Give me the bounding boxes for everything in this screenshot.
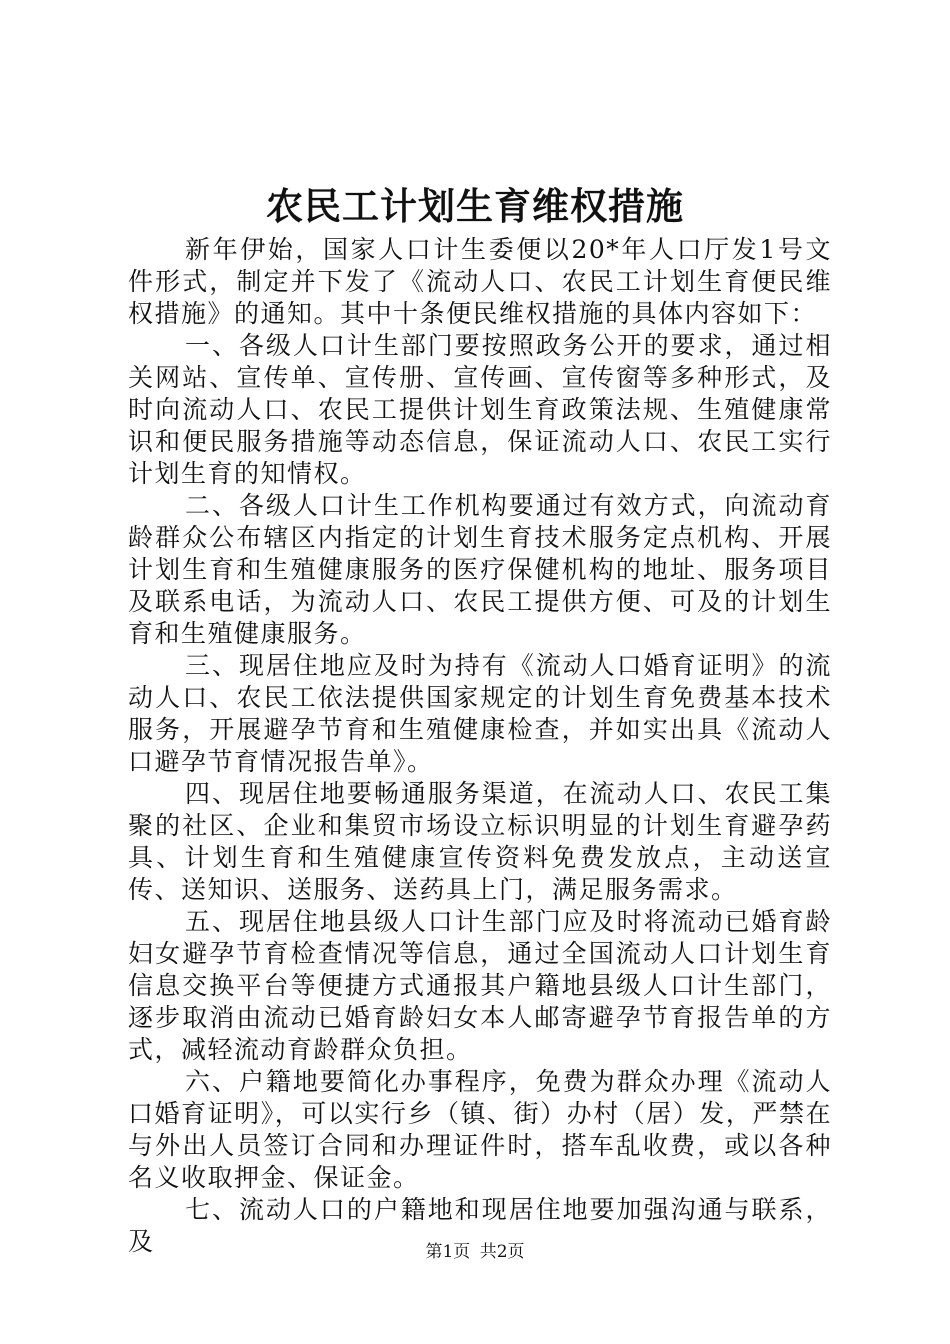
paragraph-intro: 新年伊始，国家人口计生委便以20*年人口厅发1号文件形式，制定并下发了《流动人口、农民工计划生育便民维权措施》的通知。其中十条便民维权措施的具体内容如下： [128, 235, 832, 328]
paragraph-measure-4: 四、现居住地要畅通服务渠道，在流动人口、农民工集聚的社区、企业和集贸市场设立标识明显的计划生育避孕药具、计划生育和生殖健康宣传资料免费发放点，主动送宣传、送知识、送服务、送药具上门，满足服务需求。 [128, 779, 832, 904]
paragraph-measure-7: 七、流动人口的户籍地和现居住地要加强沟通与联系，及 [128, 1195, 832, 1256]
page-total: 共2页 [479, 1242, 525, 1262]
paragraph-measure-1: 一、各级人口计生部门要按照政务公开的要求，通过相关网站、宣传单、宣传册、宣传画、宣传窗等多种形式，及时向流动人口、农民工提供计划生育政策法规、生殖健康常识和便民服务措施等动态信息，保证流动人口、农民工实行计划生育的知情权。 [128, 331, 832, 488]
document-body [128, 234, 832, 1258]
paragraph-measure-5: 五、现居住地县级人口计生部门应及时将流动已婚育龄妇女避孕节育检查情况等信息，通过全国流动人口计划生育信息交换平台等便捷方式通报其户籍地县级人口计生部门，逐步取消由流动已婚育龄妇女本人邮寄避孕节育报告单的方式，减轻流动育龄群众负担。 [128, 907, 832, 1064]
paragraph-measure-2: 二、各级人口计生工作机构要通过有效方式，向流动育龄群众公布辖区内指定的计划生育技术服务定点机构、开展计划生育和生殖健康服务的医疗保健机构的地址、服务项目及联系电话，为流动人口、农民工提供方便、可及的计划生育和生殖健康服务。 [128, 491, 832, 648]
paragraph-measure-3: 三、现居住地应及时为持有《流动人口婚育证明》的流动人口、农民工依法提供国家规定的计划生育免费基本技术服务，开展避孕节育和生殖健康检查，并如实出具《流动人口避孕节育情况报告单》。 [128, 651, 832, 776]
page-number: 第1页 [425, 1242, 471, 1262]
document-title: 农民工计划生育维权措施 [266, 184, 684, 228]
page-footer [0, 1240, 950, 1264]
paragraph-measure-6: 六、户籍地要简化办事程序，免费为群众办理《流动人口婚育证明》，可以实行乡（镇、街）办村（居）发，严禁在与外出人员签订合同和办理证件时，搭车乱收费，或以各种名义收取押金、保证金。 [128, 1067, 832, 1192]
